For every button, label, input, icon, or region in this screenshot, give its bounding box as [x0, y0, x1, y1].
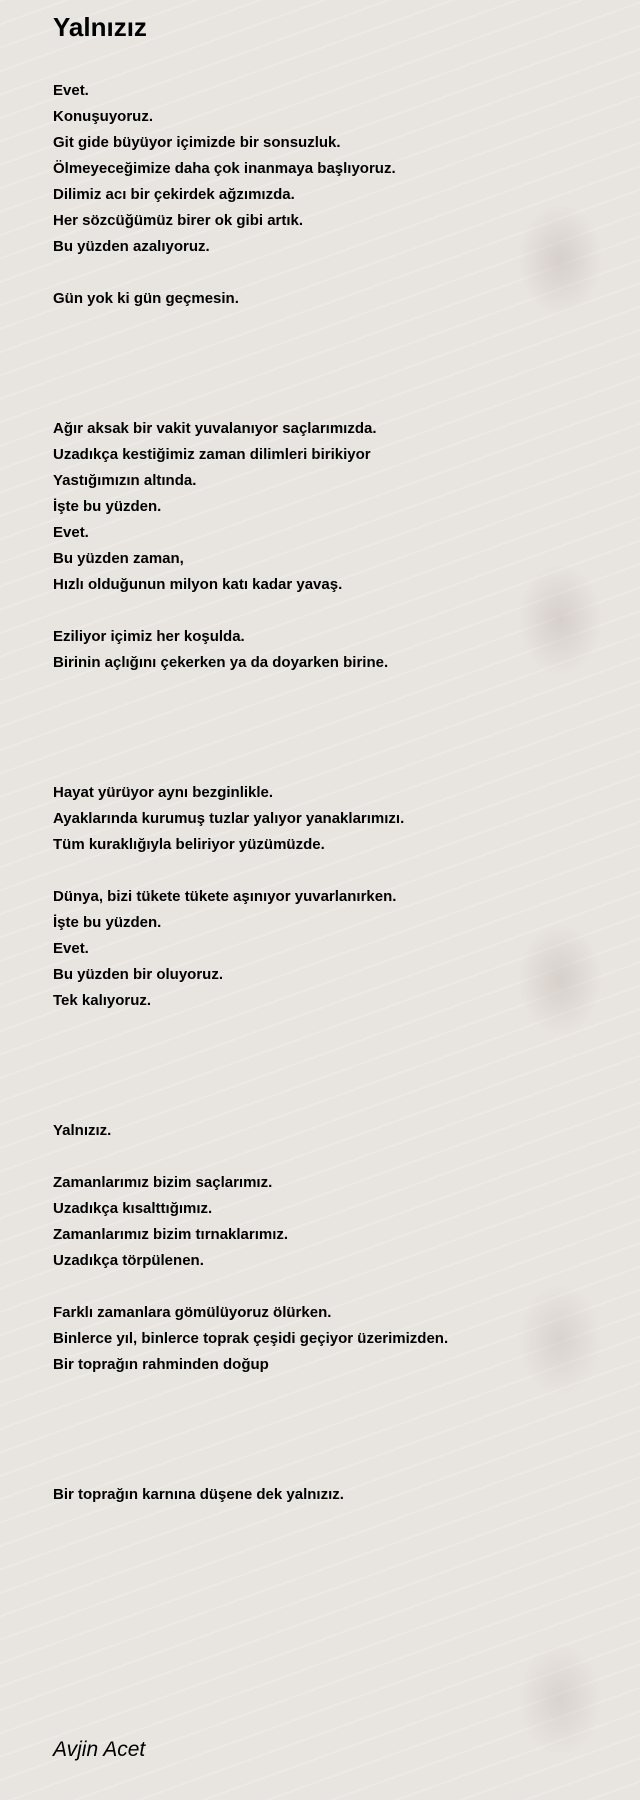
poem-line: Hızlı olduğunun milyon katı kadar yavaş. — [53, 576, 343, 593]
poem-body — [53, 78, 613, 1508]
stanza-gap — [53, 676, 613, 754]
stanza-gap — [53, 390, 613, 416]
stanza — [53, 624, 613, 676]
poem-line: Tek kalıyoruz. — [53, 992, 152, 1009]
poem-line: Ölmeyeceğimize daha çok inanmaya başlıyoruz. — [53, 160, 396, 177]
stanza-gap — [53, 858, 613, 884]
poem-line: Gün yok ki gün geçmesin. — [53, 290, 239, 307]
author-name: Avjin Acet — [53, 1738, 146, 1761]
poem-line: İşte bu yüzden. — [53, 914, 162, 931]
poem-line: Evet. — [53, 940, 89, 957]
poem-line: Ayaklarında kurumuş tuzlar yalıyor yanaklarımızı. — [53, 810, 405, 827]
poem-line: Git gide büyüyor içimizde bir sonsuzluk. — [53, 134, 341, 151]
stanza-gap — [53, 1092, 613, 1118]
poem-line: Ağır aksak bir vakit yuvalanıyor saçlarımızda. — [53, 420, 377, 437]
stanza-gap — [53, 1456, 613, 1482]
poem-line: Bu yüzden zaman, — [53, 550, 184, 567]
poem-line: Tüm kuraklığıyla beliriyor yüzümüzde. — [53, 836, 325, 853]
poem-line: Evet. — [53, 524, 89, 541]
stanza — [53, 416, 613, 598]
poem-line: Zamanlarımız bizim tırnaklarımız. — [53, 1226, 289, 1243]
stanza-gap — [53, 1014, 613, 1092]
poem-line: Uzadıkça kestiğimiz zaman dilimleri birikiyor — [53, 446, 371, 463]
stanza-gap — [53, 260, 613, 286]
poem-line: Bir toprağın rahminden doğup — [53, 1356, 269, 1373]
poem-line: Yalnızız. — [53, 1122, 112, 1139]
stanza — [53, 780, 613, 858]
stanza — [53, 78, 613, 260]
poem-line: Eziliyor içimiz her koşulda. — [53, 628, 245, 645]
stanza-gap — [53, 754, 613, 780]
poem-line: Uzadıkça kısalttığımız. — [53, 1200, 213, 1217]
stanza-gap — [53, 312, 613, 390]
poem-line: Farklı zamanlara gömülüyoruz ölürken. — [53, 1304, 332, 1321]
poem-line: Bu yüzden azalıyoruz. — [53, 238, 210, 255]
poem-line: Bir toprağın karnına düşene dek yalnızız. — [53, 1486, 344, 1503]
poem-line: Yastığımızın altında. — [53, 472, 197, 489]
stanza — [53, 1170, 613, 1274]
stanza — [53, 1300, 613, 1378]
poem-line: Hayat yürüyor aynı bezginlikle. — [53, 784, 274, 801]
poem-title: Yalnızız — [53, 12, 147, 42]
poem-line: İşte bu yüzden. — [53, 498, 162, 515]
poem-line: Bu yüzden bir oluyoruz. — [53, 966, 224, 983]
stanza — [53, 1118, 613, 1144]
stanza — [53, 884, 613, 1014]
poem-line: Birinin açlığını çekerken ya da doyarken birine. — [53, 654, 389, 671]
poem-line: Her sözcüğümüz birer ok gibi artık. — [53, 212, 304, 229]
stanza — [53, 286, 613, 312]
poem-line: Dilimiz acı bir çekirdek ağzımızda. — [53, 186, 295, 203]
stanza-gap — [53, 1144, 613, 1170]
poem-line: Konuşuyoruz. — [53, 108, 153, 125]
poem-line: Dünya, bizi tükete tükete aşınıyor yuvarlanırken. — [53, 888, 397, 905]
poem-line: Binlerce yıl, binlerce toprak çeşidi geçiyor üzerimizden. — [53, 1330, 449, 1347]
poem-line: Uzadıkça törpülenen. — [53, 1252, 204, 1269]
stanza-gap — [53, 1274, 613, 1300]
stanza — [53, 1482, 613, 1508]
stanza-gap — [53, 1378, 613, 1456]
stanza-gap — [53, 598, 613, 624]
poem-line: Evet. — [53, 82, 89, 99]
poem-line: Zamanlarımız bizim saçlarımız. — [53, 1174, 273, 1191]
